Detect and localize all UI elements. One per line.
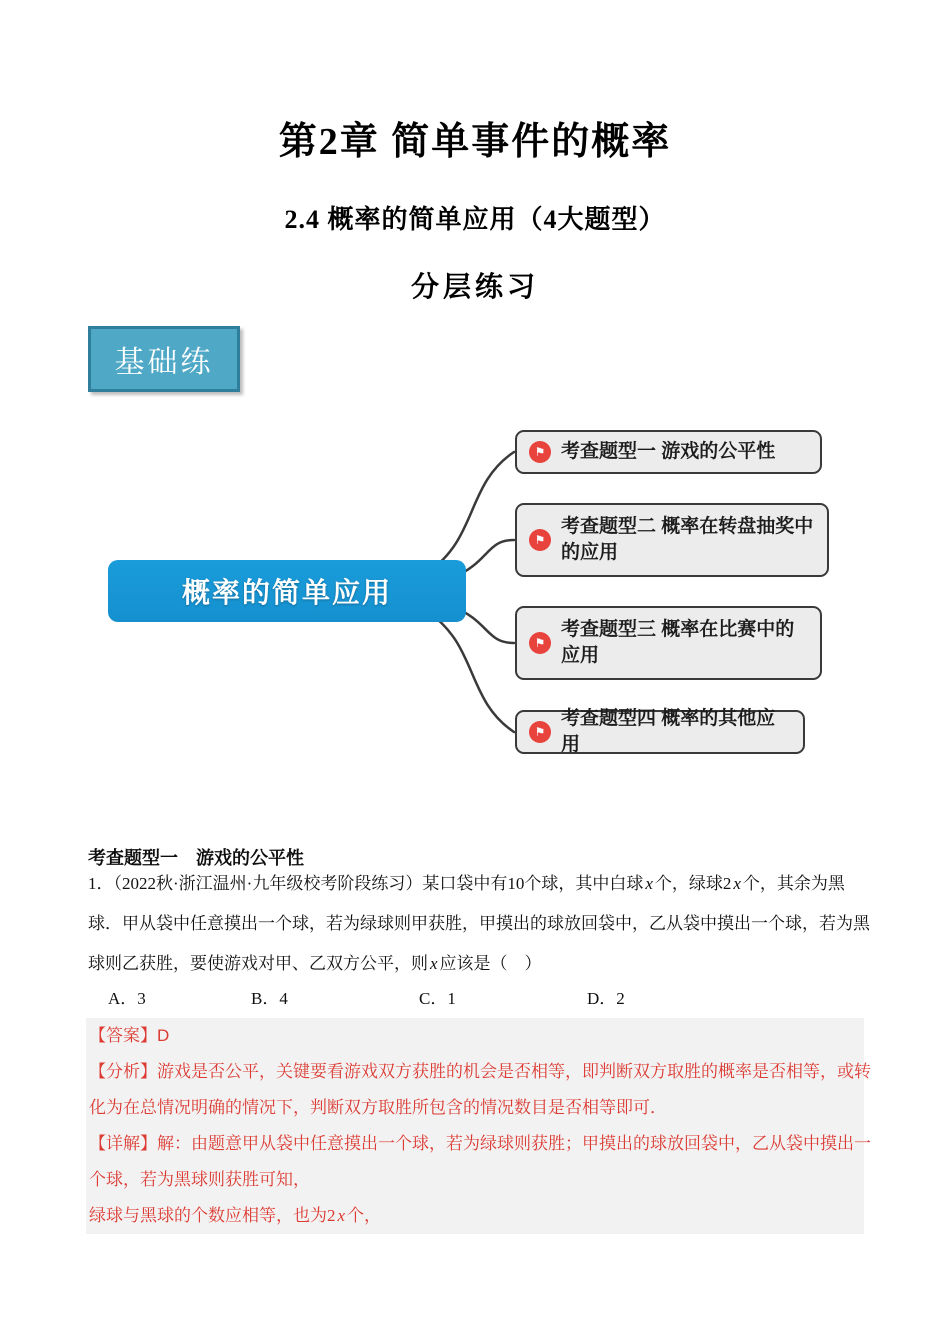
branch-label: 考查题型一 游戏的公平性 — [561, 441, 776, 462]
detail-line-1 — [86, 1126, 871, 1162]
flag-icon — [529, 441, 551, 463]
question-line-1 — [88, 864, 868, 904]
page-title: 第2章 简单事件的概率 — [278, 121, 672, 163]
detail-line-2: 个球，若为黑球则获胜可知， — [89, 1170, 310, 1189]
mindmap-branch-1 — [515, 430, 822, 474]
analysis-line-2: 化为在总情况明确的情况下，判断双方取胜所包含的情况数目是否相等即可． — [89, 1098, 667, 1117]
detail-text: 个， — [347, 1206, 382, 1225]
question-number: 1． — [88, 874, 114, 893]
detail-text: 解：由题意甲从袋中任意摸出一个球，若为绿球则获胜；甲摸出的球放回袋中，乙从袋中摸出一 — [157, 1134, 871, 1153]
page-subtitle: 2.4 概率的简单应用（4大题型） — [284, 205, 666, 234]
branch-label-line1: 考查题型二 概率在转盘抽奖中 — [561, 516, 814, 537]
connector-curve-1 — [428, 452, 514, 572]
mindmap-diagram — [0, 420, 950, 792]
branch-label-line2: 的应用 — [561, 542, 619, 563]
branch-label-line2: 应用 — [561, 645, 600, 666]
variable-x: x — [645, 874, 653, 893]
question-line-2: 球．甲从袋中任意摸出一个球，若为绿球则甲获胜，甲摸出的球放回袋中，乙从袋中摸出一个球，若为黑 — [88, 914, 870, 933]
detail-line-3 — [86, 1198, 864, 1234]
answer-label: 【答案】 — [89, 1026, 157, 1045]
option-d: D．2 — [587, 989, 625, 1008]
question-text: 个，其余为黑 — [742, 874, 845, 893]
connector-curve-4 — [428, 612, 514, 732]
basic-practice-badge: 基础练 — [88, 326, 240, 392]
practice-heading: 分层练习 — [410, 272, 539, 303]
variable-x: x — [430, 954, 438, 973]
detail-text: 绿球与黑球的个数应相等，也为2 — [89, 1206, 336, 1225]
analysis-line-1 — [86, 1054, 871, 1090]
question-1 — [88, 864, 868, 984]
section-heading: 考查题型一 游戏的公平性 — [88, 848, 304, 868]
detail-label: 【详解】 — [89, 1134, 157, 1153]
branch-label: 考查题型四 概率的其他应用 — [561, 708, 776, 755]
mindmap-center-node: 概率的简单应用 — [108, 560, 466, 622]
question-text: 个，绿球2 — [654, 874, 732, 893]
option-row — [88, 986, 868, 1012]
analysis-label: 【分析】 — [89, 1062, 157, 1081]
branch-label-line1: 考查题型三 概率在比赛中的 — [561, 619, 795, 640]
mindmap-branch-4 — [515, 710, 805, 754]
variable-x: x — [733, 874, 741, 893]
mindmap-branch-2 — [515, 503, 829, 577]
flag-icon — [529, 632, 551, 654]
option-c: C．1 — [419, 989, 456, 1008]
answer-line — [86, 1018, 864, 1054]
option-b: B．4 — [251, 989, 288, 1008]
answer-value: D — [157, 1026, 170, 1045]
answer-explanation-block — [86, 1018, 871, 1234]
analysis-text: 游戏是否公平，关键要看游戏双方获胜的机会是否相等，即判断双方取胜的概率是否相等，或转 — [157, 1062, 871, 1081]
question-text: （2022秋·浙江温州·九年级校考阶段练习）某口袋中有10个球，其中白球 — [113, 874, 644, 893]
flag-icon — [529, 721, 551, 743]
mindmap-branch-3 — [515, 606, 822, 680]
question-text: 应该是（ ） — [439, 954, 542, 973]
question-line-3 — [88, 944, 868, 984]
variable-x: x — [337, 1206, 346, 1225]
option-a: A．3 — [108, 989, 146, 1008]
question-text: 球则乙获胜，要使游戏对甲、乙双方公平，则 — [88, 954, 428, 973]
flag-icon — [529, 529, 551, 551]
